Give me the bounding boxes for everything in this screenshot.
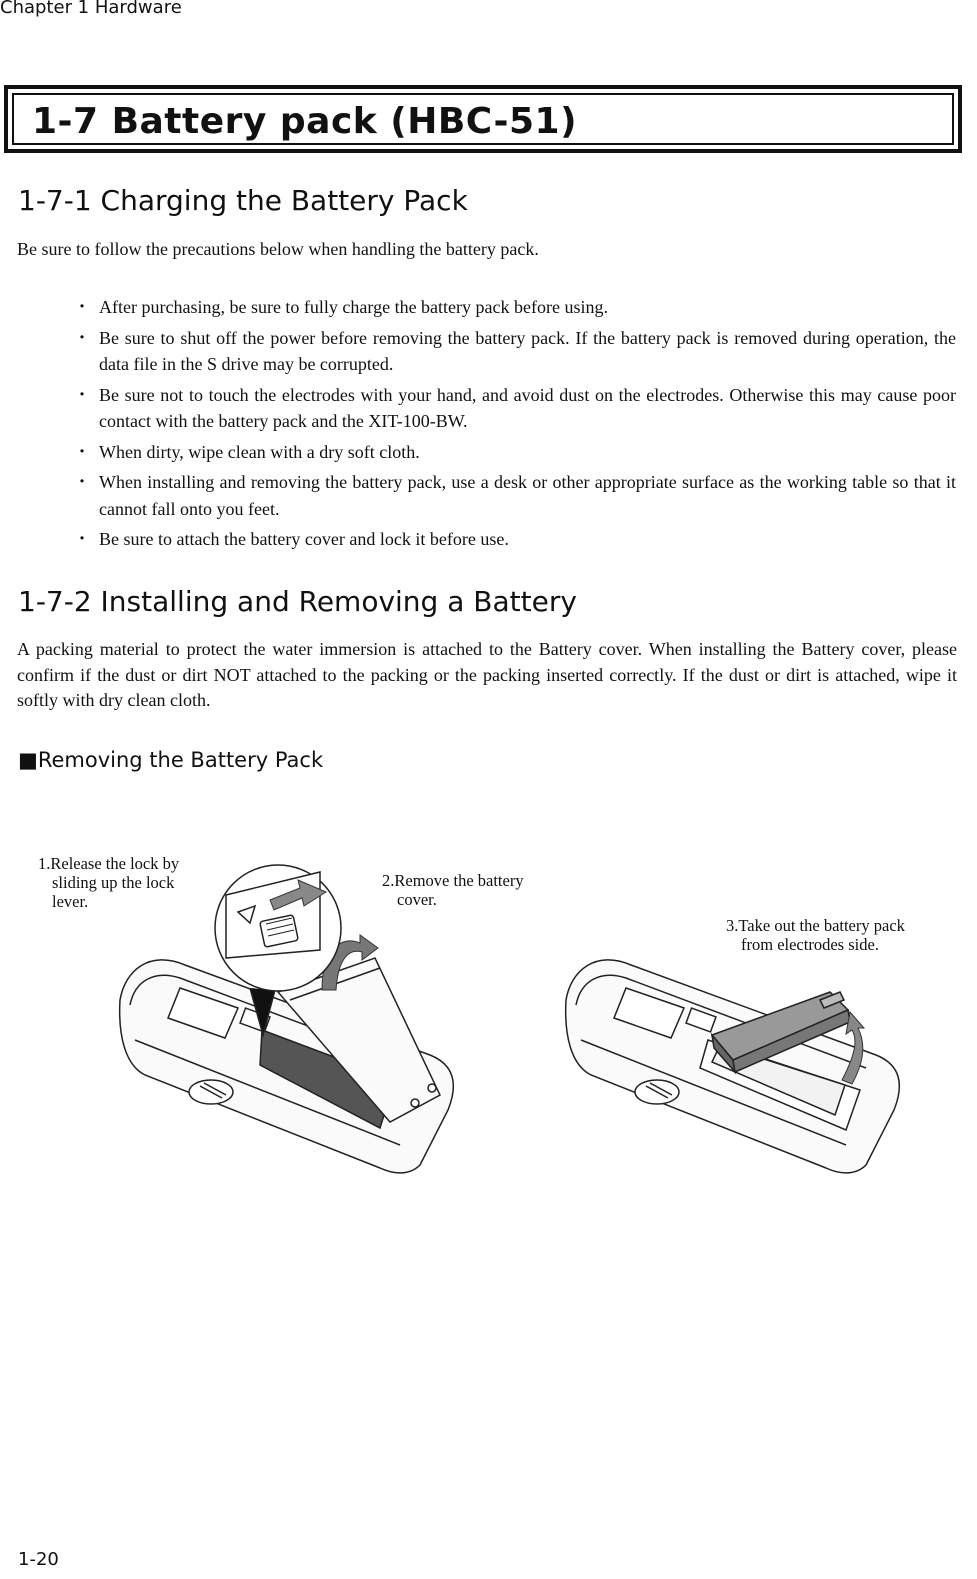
step-3-label: 3.Take out the battery pack from electrodes side. [726, 916, 905, 954]
list-item: ・ When installing and removing the battery pack, use a desk or other appropriate surface as the working table so that it cannot fall onto you feet. [73, 472, 956, 519]
removing-subheading: ■Removing the Battery Pack [18, 748, 324, 772]
section-1-title: 1-7-1 Charging the Battery Pack [18, 184, 468, 217]
list-item: ・ After purchasing, be sure to fully charge the battery pack before using. [73, 297, 608, 317]
step-2-label: 2.Remove the battery cover. [382, 871, 524, 909]
section-2-body: A packing material to protect the water immersion is attached to the Battery cover. When installing the Battery cover, please confirm if the dust or dirt NOT attached to the packing or the packing inserted correctly. If the dust or dirt is attached, wipe it softly with dry clean cloth. [17, 639, 957, 710]
list-item: ・ Be sure not to touch the electrodes with your hand, and avoid dust on the electrodes. Otherwise this may cause poor contact with the battery pack and the XIT-100-BW. [73, 384, 956, 431]
precautions-list [70, 294, 956, 557]
list-item: ・ Be sure to shut off the power before removing the battery pack. If the battery pack is removed during operation, the data file in the S drive may be corrupted. [73, 327, 956, 374]
device-illustrations [0, 840, 977, 1190]
list-item: ・ When dirty, wipe clean with a dry soft cloth. [73, 441, 420, 462]
page-number: 1-20 [18, 1549, 59, 1570]
list-item: ・ Be sure to attach the battery cover and lock it before use. [73, 529, 509, 549]
chapter-title-box [4, 85, 962, 153]
section-1-intro: Be sure to follow the precautions below when handling the battery pack. [17, 239, 539, 259]
step-1-label: 1.Release the lock by sliding up the lock lever. [38, 854, 180, 911]
section-2-title: 1-7-2 Installing and Removing a Battery [18, 585, 577, 618]
chapter-title: 1-7 Battery pack (HBC-51) [32, 101, 578, 142]
running-header: Chapter 1 Hardware [0, 0, 182, 18]
battery-removal-figure [0, 840, 977, 1190]
